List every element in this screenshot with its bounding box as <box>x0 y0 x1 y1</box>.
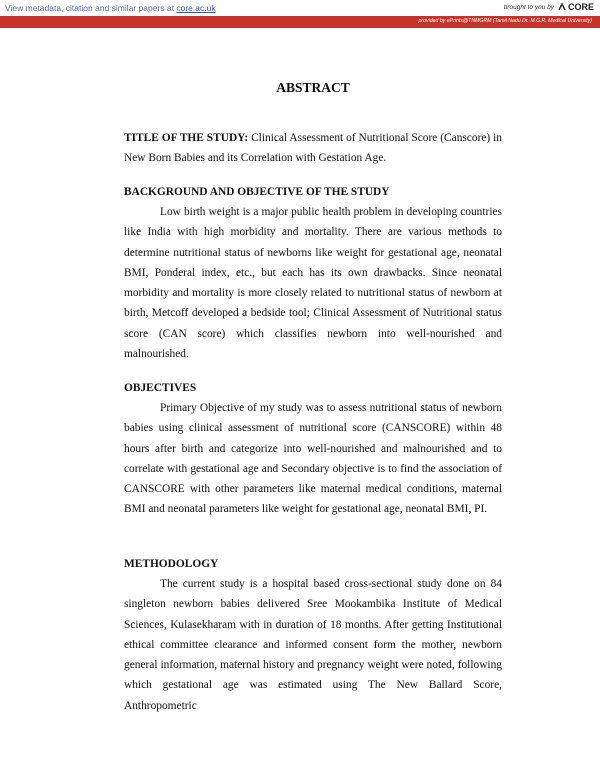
brought-by <box>504 2 594 12</box>
brought-by-text: brought to you by <box>503 3 554 11</box>
section-body-objectives: Primary Objective of my study was to assess nutritional status of newborn babies using clinical assessment of nutritional score (CANSCORE) within 48 hours after birth and categorize into well-nourished and malnourished and to correlate with gestational age and Secondary objective is to find the association of CANSCORE with other parameters like maternal medical conditions, maternal BMI and neonatal parameters like weight for gestational age, neonatal BMI, PI. <box>124 402 502 516</box>
core-logo[interactable] <box>557 2 594 12</box>
section-body-background: Low birth weight is a major public health problem in developing countries like India with high morbidity and mortality. There are various methods to determine nutritional status of newborns like weight for gestational age, neonatal BMI, Ponderal index, etc., but each has its own drawbacks. Since neonatal morbidity and mortality is more closely related to nutritional status of newborn at birth, Metcoff developed a bedside tool; Clinical Assessment of Nutritional status score (CAN score) which classifies newborn into well-nourished and malnourished. <box>124 206 502 361</box>
core-logo-icon <box>557 2 567 12</box>
provided-by-bar <box>0 16 600 28</box>
core-banner <box>0 0 600 16</box>
metadata-text: View metadata, citation and similar papers at <box>5 3 177 13</box>
section-heading-objectives: OBJECTIVES <box>124 382 197 394</box>
section-heading-methodology: METHODOLOGY <box>124 558 219 570</box>
section-body-methodology: The current study is a hospital based cross-sectional study done on 84 singleton newborn babies delivered Sree Mookambika Institute of Medical Sciences, Kulasekharam with in duration of 18 months. After getting Institutional ethical committee clearance and informed consent form the mother, newborn general information, maternal history and pregnancy weight were noted, following which gestational age was estimated using The New Ballard Score, Anthropometric <box>124 578 502 712</box>
study-title-text: Clinical Assessment of Nutritional Score (Canscore) in New Born Babies and its Correlation with Gestation Age. <box>124 132 502 165</box>
section-heading-background: BACKGROUND AND OBJECTIVE OF THE STUDY <box>124 186 390 198</box>
core-logo-text: CORE <box>567 2 594 12</box>
study-title-label: TITLE OF THE STUDY: <box>124 132 249 144</box>
provided-by-text[interactable]: provided by ePrints@TNMGRM (Tamil Nadu Dr. M.G.R. Medical University) <box>418 18 592 24</box>
study-title <box>124 128 502 169</box>
core-link[interactable]: core.ac.uk <box>176 3 216 13</box>
metadata-notice <box>5 3 216 13</box>
page-title: ABSTRACT <box>276 80 350 95</box>
